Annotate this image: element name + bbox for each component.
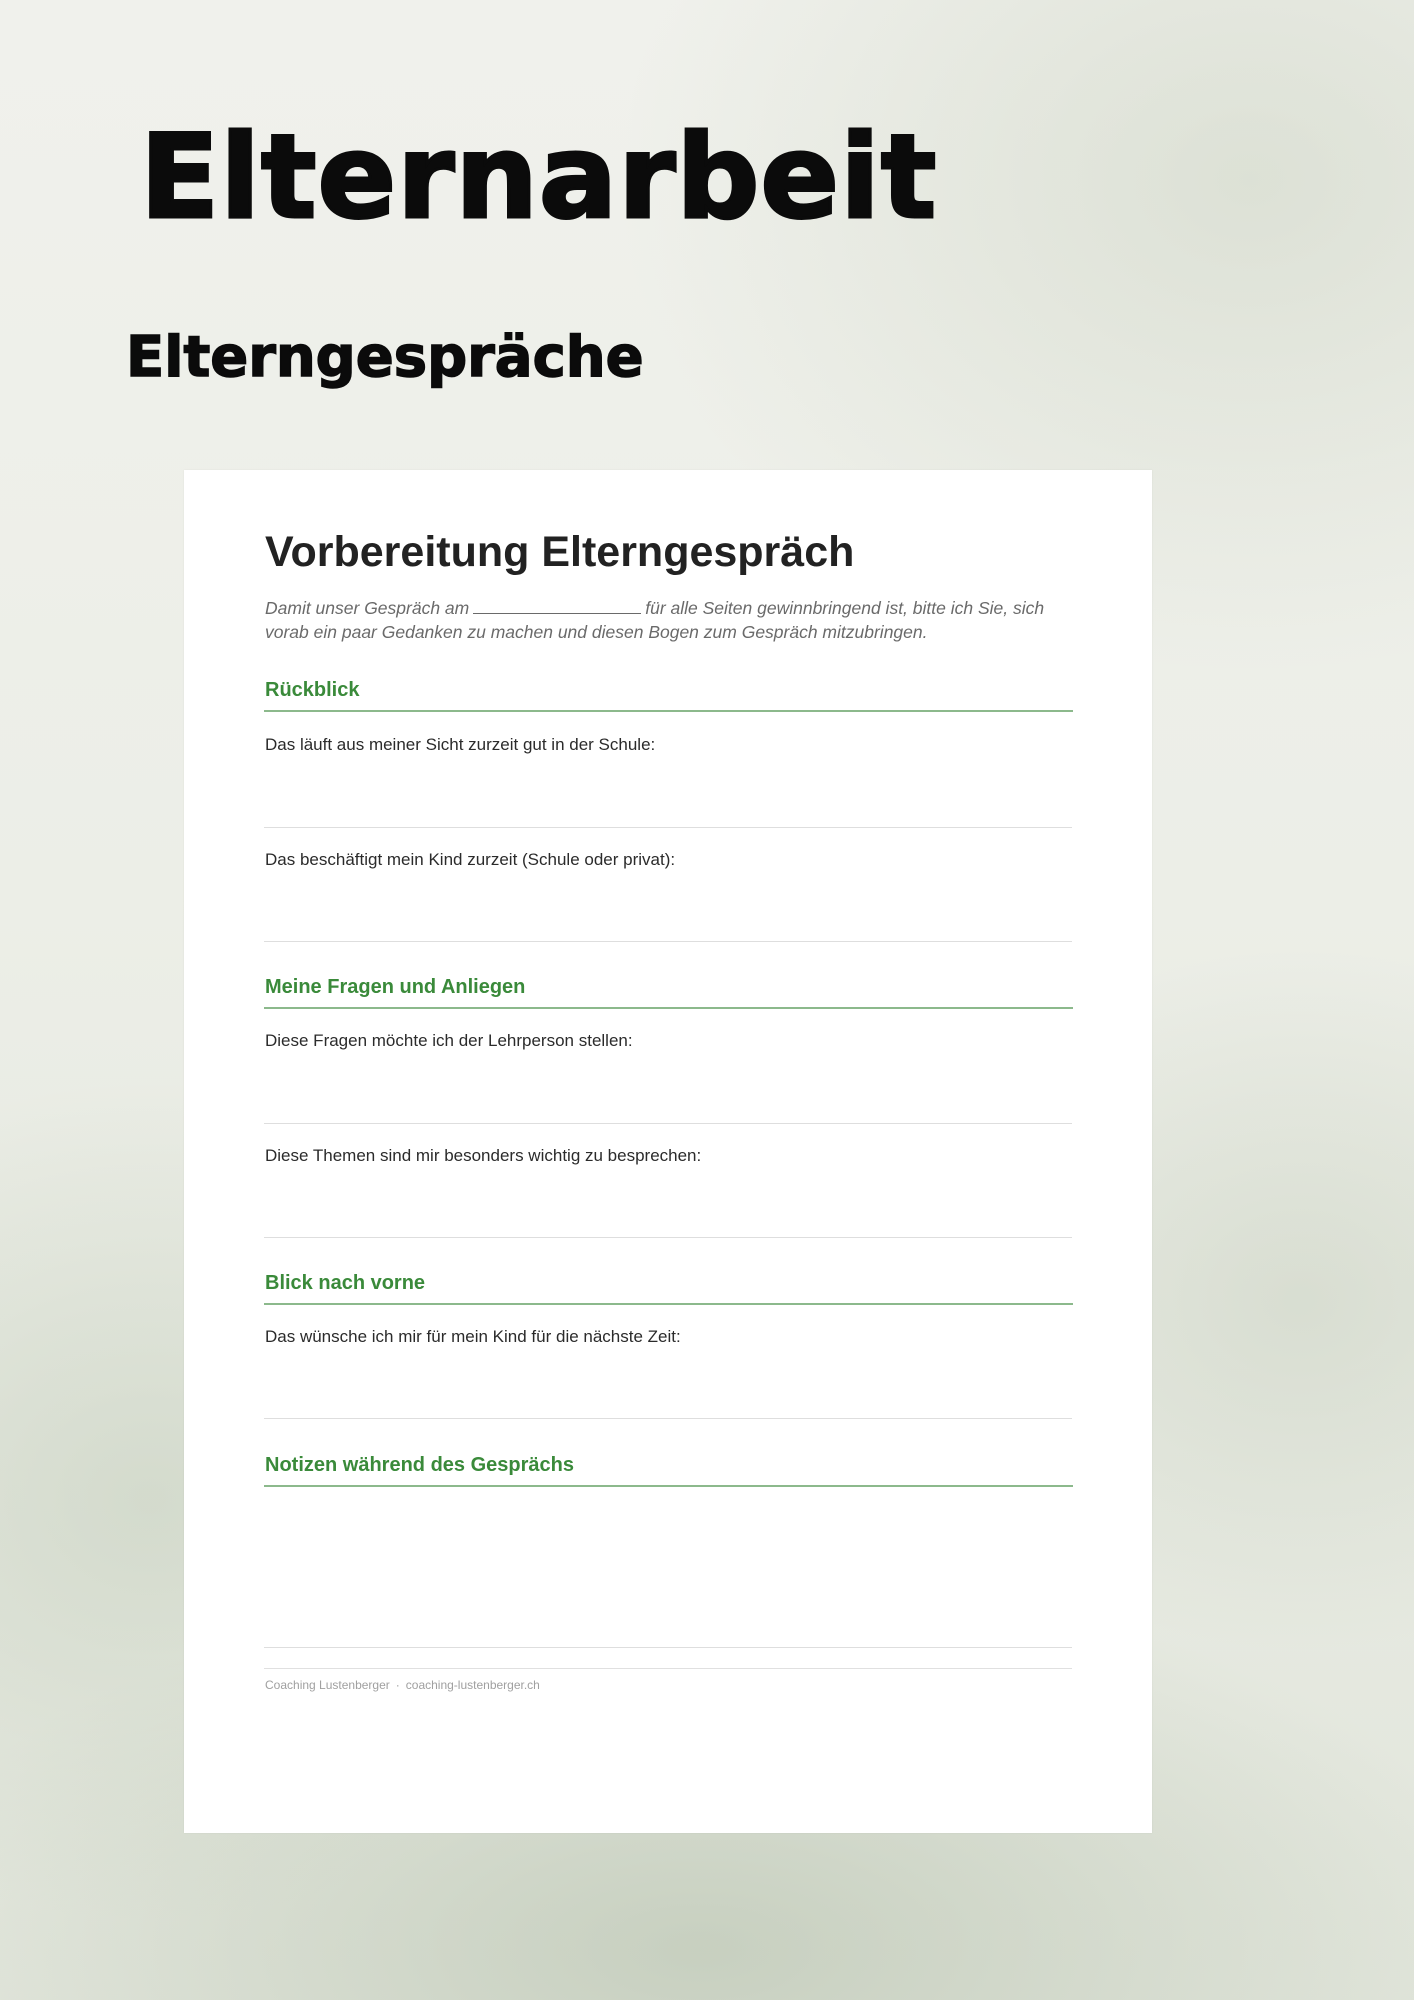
date-blank-line <box>473 599 641 614</box>
prompt-child-concerns: Das beschäftigt mein Kind zurzeit (Schule oder privat): <box>265 850 676 869</box>
worksheet-intro <box>265 596 1065 644</box>
page-title: Elternarbeit <box>140 110 938 245</box>
answer-line-wishes-for-child[interactable] <box>264 1418 1072 1419</box>
footer-website: coaching-lustenberger.ch <box>405 1678 540 1692</box>
answer-line-child-concerns[interactable] <box>264 941 1072 942</box>
answer-line-notes[interactable] <box>264 1647 1072 1648</box>
prompt-wishes-for-child: Das wünsche ich mir für mein Kind für die nächste Zeit: <box>265 1327 681 1346</box>
intro-text-start: Damit unser Gespräch am <box>265 598 470 618</box>
worksheet-paper <box>184 470 1152 1833</box>
answer-line-good-in-school[interactable] <box>264 827 1072 828</box>
page-subtitle: Elterngespräche <box>126 325 644 390</box>
footer-separator: · <box>395 1678 400 1692</box>
section-heading-rueckblick: Rückblick <box>264 678 1073 712</box>
answer-line-questions-for-teacher[interactable] <box>264 1123 1072 1124</box>
footer-divider <box>264 1668 1072 1669</box>
worksheet-title: Vorbereitung Elterngespräch <box>265 528 855 576</box>
section-heading-blick-nach-vorne: Blick nach vorne <box>264 1271 1073 1305</box>
intro-text-end: für alle Seiten gewinnbringend ist, bitte ich Sie, sich vorab ein paar Gedanken zu machen und diesen Bogen zum Gespräch mitzubringen. <box>265 598 1045 642</box>
footer-name: Coaching Lustenberger <box>265 1678 390 1692</box>
worksheet-footer <box>265 1678 540 1692</box>
prompt-important-topics: Diese Themen sind mir besonders wichtig zu besprechen: <box>265 1146 702 1165</box>
section-heading-notizen: Notizen während des Gesprächs <box>264 1453 1073 1487</box>
section-heading-fragen-anliegen: Meine Fragen und Anliegen <box>264 975 1073 1009</box>
answer-line-important-topics[interactable] <box>264 1237 1072 1238</box>
prompt-good-in-school: Das läuft aus meiner Sicht zurzeit gut in der Schule: <box>265 735 656 754</box>
prompt-questions-for-teacher: Diese Fragen möchte ich der Lehrperson stellen: <box>265 1031 633 1050</box>
